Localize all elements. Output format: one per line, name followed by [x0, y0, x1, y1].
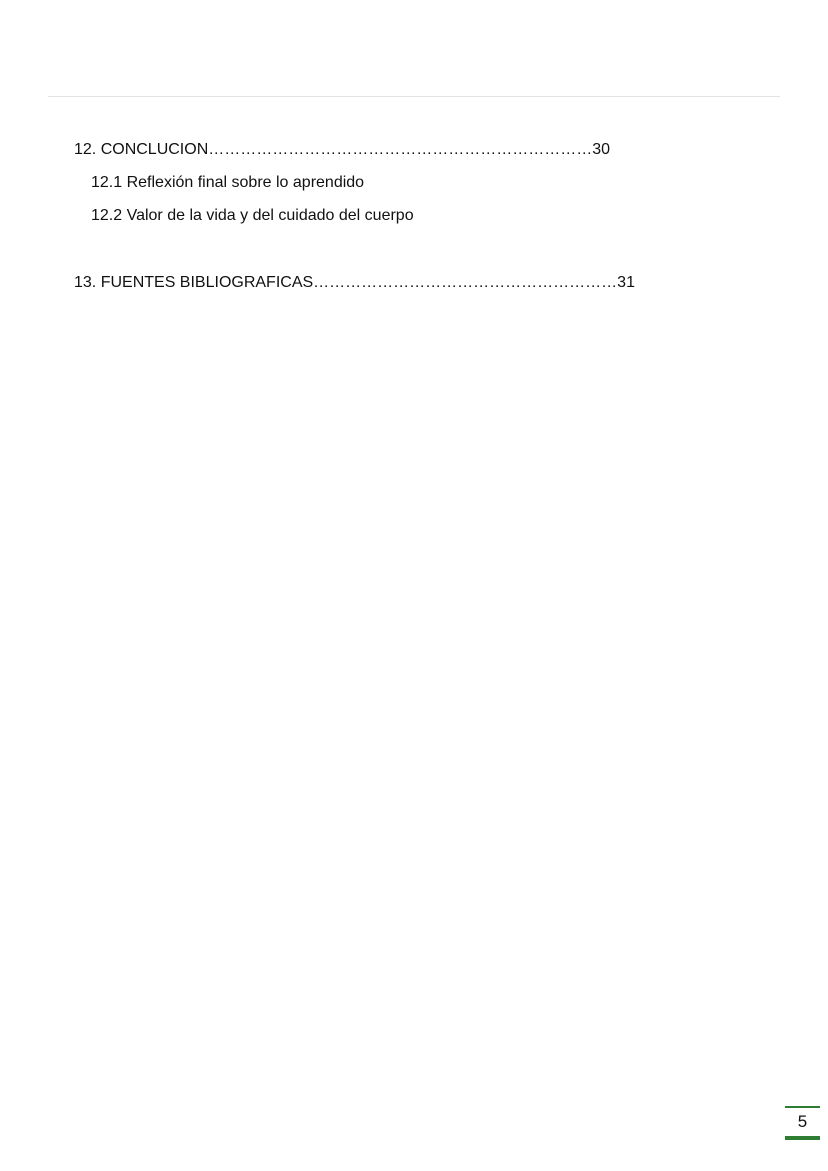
page-number-top-rule — [785, 1106, 820, 1108]
page-number-badge — [785, 1106, 820, 1140]
toc-subentry-reflexion-final[interactable]: 12.1 Reflexión final sobre lo aprendido — [91, 174, 365, 191]
page-number-bottom-rule — [785, 1136, 820, 1140]
toc-entry-conclusion[interactable]: 12. CONCLUCION………………………………………………………………30 — [74, 141, 611, 158]
header-divider — [48, 96, 780, 97]
toc-entry-fuentes-bibliograficas[interactable]: 13. FUENTES BIBLIOGRAFICAS…………………………………………………31 — [74, 274, 635, 291]
toc-subentry-valor-de-la-vida[interactable]: 12.2 Valor de la vida y del cuidado del cuerpo — [91, 207, 414, 224]
page-number: 5 — [797, 1112, 808, 1131]
